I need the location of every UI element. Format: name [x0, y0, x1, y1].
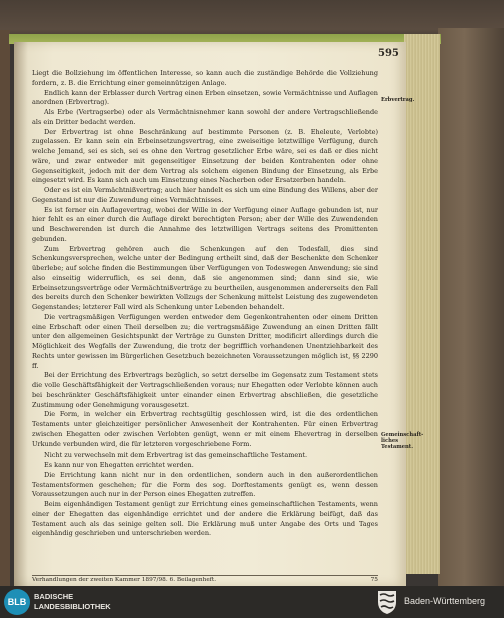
page-footer	[32, 577, 378, 583]
margin-note-line: Testament.	[381, 444, 414, 450]
library-banner	[0, 586, 504, 618]
paragraph: Der Erbvertrag ist ohne Beschränkung auf bestimmte Personen (z. B. Eheleute, Verlobte) zugelassen. Er kann sein ein Erbeinsetzungsvertrag, eine zweiseitige letztwillige Verfügung, durch welche Jemand, sei es sich, sei es ohne den Vertrag gesetzlicher Erbe wäre, sei es daß er dies nicht wäre, und zwar entweder mit gegenseitiger Einsetzung der beiden Kontrahenten oder ohne Gegenseitigkeit, jedoch mit der dem Vertrag als solchem eigenen Bindung der Einsetzung, als Erbe eingesetzt wird. Es kann sich auch um Einsetzung eines Nacherben oder Ersatzerben handeln.	[32, 127, 378, 185]
paragraph: Es ist ferner ein Auflagevertrag, wobei der Wille in der Verfügung einer Auflage gebunden ist, nur hier fehlt es an einer durch die Auflage direkt berechtigten Person; aber der Wille des Zuwendenden und Beschwerenden ist durch die Annahme des letztwilligen Vertrags seitens des Promittenten gebunden.	[32, 205, 378, 243]
book-cover-right	[438, 28, 504, 586]
paragraph: Es kann nur von Ehegatten errichtet werden.	[44, 461, 194, 469]
page-gutter-shadow	[14, 42, 28, 586]
paragraph: Als Erbe (Vertragserbe) oder als Vermächtnisnehmer kann sowohl der andere Vertragschließende als ein Dritter bedacht werden.	[32, 108, 378, 126]
paragraph: Nicht zu verwechseln mit dem Erbvertrag ist das gemeinschaftliche Testament.	[44, 451, 308, 460]
paragraph: Liegt die Bollziehung im öffentlichen Interesse, so kann auch die zuständige Behörde die Vollziehung fordern, z. B. die Errichtung einer gemeinnützigen Anlage.	[32, 69, 378, 87]
blb-name[interactable]	[34, 592, 111, 612]
footer-rule	[32, 575, 378, 576]
paragraph: Die Form, in welcher ein Erbvertrag rechtsgültig geschlossen wird, ist die des ordentlichen Testaments unter gleichzeitiger persönlicher Anwesenheit der Kontrahenten. Für einen Erbvertrag zwischen Ehegatten oder zwischen Verlobten genügt, wenn er mit einem Ehevertrag in derselben Urkunde verbunden wird, die für letzteren vorgeschriebene Form.	[32, 410, 378, 448]
margin-note-line: Gemeinschaft-	[381, 432, 424, 438]
paragraph: Beim eigenhändigen Testament genügt zur Errichtung eines gemeinschaftlichen Testaments, wenn einer der Ehegatten das eigenhändige errichtet und der andere die Erklärung beifügt, daß das Testament auch als das seinige gelten soll. Die Erklärung muß unter Angabe des Orts und Tages eigenhändig geschrieben und unterschrieben werden.	[32, 500, 378, 538]
blb-name-line2: LANDESBIBLIOTHEK	[34, 602, 111, 611]
margin-note-erbvertrag: Erbvertrag.	[381, 97, 415, 103]
footer-source: Verhandlungen der zweiten Kammer 1897/98. 6. Beilagenheft.	[32, 577, 217, 583]
book-cover-left	[0, 30, 10, 586]
paragraph: Zum Erbvertrag gehören auch die Schenkungen auf den Todesfall, dies sind Schenkungsversprechen, welche unter der Bedingung ertheilt sind, daß der Beschenkte den Schenker überlebe; auf solche finden die Bestimmungen über Verfügungen von Todeswegen Anwendung; sie sind also einseitig widerruflich, es sei denn, daß sie angenommen sind; dann sind sie, wie Erbeinsetzungsverträge oder Vermächtnißverträge zu beurtheilen, ausgenommen andererseits den Fall des bereits durch den Schenker bewirkten Vollzugs der Schenkung mittelst Leistung des zugewendeten Gegenstandes; letzterer Fall wird als Schenkung unter Lebenden behandelt.	[32, 244, 378, 311]
footer-sheet-number: 75	[370, 577, 378, 583]
blb-logo-icon[interactable]: BLB	[4, 589, 30, 615]
paragraph: Endlich kann der Erblasser durch Vertrag einen Erben einsetzen, sowie Vermächtnisse und Auflagen anordnen (Erbvertrag).	[32, 88, 378, 107]
page-body-text	[32, 69, 378, 539]
bw-logo-text[interactable]: Baden-Württemberg	[404, 596, 486, 606]
margin-note-line: liches	[381, 438, 399, 444]
paragraph: Oder es ist ein Vermächtnißvertrag; auch hier handelt es sich um eine Bindung des Willens, aber der Gegenstand ist nur die Zuwendung eines Vermächtnisses.	[32, 186, 378, 204]
page-edges-right	[404, 34, 440, 574]
coat-of-arms-icon	[376, 589, 398, 615]
paragraph: Die Errichtung kann nicht nur in den ordentlichen, sondern auch in den außerordentlichen Testamentsformen geschehen; für die Form des sog. Dorftestaments genügt es, wenn dessen Voraussetzungen auch nur in der Person eines Ehegatten zutreffen.	[32, 470, 378, 499]
page-number: 595	[378, 48, 399, 59]
paragraph: Bei der Errichtung des Erbvertrags bezüglich, so setzt derselbe im Gegensatz zum Testament stets die volle Geschäftsfähigkeit der Vertragschließenden voraus; nur Ehegatten oder Verlobte können auch bei beschränkter Geschäftsfähigkeit unter einander einen Erbvertrag abschließen, die gesetzliche Zustimmung oder Genehmigung vorausgesetzt.	[32, 371, 378, 409]
margin-note-gemeinschaftliches-testament	[381, 432, 423, 450]
blb-name-line1: BADISCHE	[34, 592, 74, 601]
paragraph: Die vertragsmäßigen Verfügungen werden entweder dem Gegenkontrahenten oder einem Dritten eine Erbschaft oder einen Theil derselben zu; die vertragsmäßige Zuwendung an einen Dritten fällt unter den allgemeinen Gesichtspunkt der Verträge zu Gunsten Dritter, modificirt allerdings durch die Möglichkeit des Wegfalls der Zuwendung, die trotz der begrifflich vorhandenen Unentziehbarkeit des Rechts unter gewissen im Bürgerlichen Gesetzbuch bezeichneten Voraussetzungen möglich ist, §§ 2290 ff.	[32, 312, 378, 370]
